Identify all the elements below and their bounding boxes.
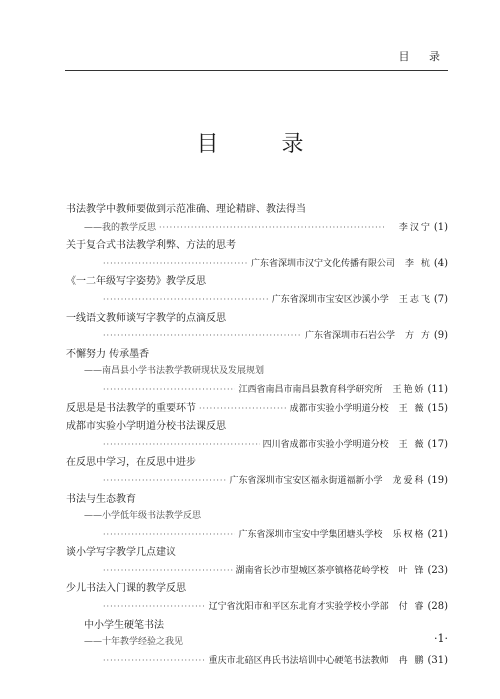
toc-entry-title-line <box>66 418 448 436</box>
toc-entry-page: (28) <box>427 601 448 613</box>
dot-leader <box>199 400 287 418</box>
toc-entry-title: 在反思中学习，在反思中进步 <box>66 457 196 469</box>
toc-entry-page: (17) <box>427 438 448 450</box>
toc-entry-title-line <box>66 454 448 472</box>
toc-entry[interactable] <box>66 454 448 490</box>
toc-entry-detail-line <box>66 526 448 545</box>
toc-entry-title-line <box>66 580 448 598</box>
toc-entry-author: 王艳娇 <box>392 384 426 395</box>
toc-entry[interactable] <box>66 617 448 671</box>
toc-entry-title-line <box>66 310 448 328</box>
toc-entry-title: 书法与生态教育 <box>66 493 136 505</box>
toc-entry-subtitle: ——小学低年级书法教学反思 <box>84 511 202 522</box>
toc-entry[interactable] <box>66 418 448 454</box>
toc-entry-title-line <box>66 400 448 419</box>
toc-entry-subtitle: ——我的教学反思 <box>84 222 157 233</box>
toc-entry-detail-line <box>66 291 448 310</box>
toc-entry-subtitle-line <box>66 634 448 652</box>
toc-entry[interactable] <box>66 201 448 237</box>
toc-entry-title-line <box>66 273 448 291</box>
running-header <box>65 48 448 71</box>
toc-entry-affiliation: 广东省深圳市汉宁文化传播有限公司 <box>250 258 395 269</box>
toc-entry-author: 李 杭 <box>404 258 432 269</box>
toc-entry-affiliation: 湖南省长沙市望城区茶亭镇格花岭学校 <box>235 565 389 576</box>
toc-entry-title-line <box>66 544 448 562</box>
dot-leader <box>103 598 206 616</box>
toc-entry[interactable] <box>66 273 448 309</box>
toc-entry-title: 书法教学中教师要做到示范准确、理论精辟、教法得当 <box>66 204 306 215</box>
toc-entry-author: 冉 鹏 <box>398 655 426 666</box>
dot-leader <box>103 327 302 345</box>
page-number: ·1· <box>434 632 448 645</box>
running-header-title: 目 录 <box>398 50 448 63</box>
toc-entry-title: 一线语文教师谈写字教学的点滴反思 <box>66 312 226 324</box>
dot-leader <box>103 652 206 670</box>
toc-entry[interactable] <box>66 544 448 580</box>
toc-entry-detail-line <box>66 219 448 238</box>
toc-entry-affiliation: 四川省成都市实验小学明道分校 <box>262 439 389 450</box>
toc-entry-affiliation: 辽宁省沈阳市和平区东北育才实验学校小学部 <box>208 602 389 613</box>
toc-entry[interactable] <box>66 237 448 273</box>
toc-entry[interactable] <box>66 400 448 419</box>
toc-entry[interactable] <box>66 491 448 545</box>
toc-entry-detail-line <box>66 381 448 400</box>
dot-leader <box>103 472 226 490</box>
toc-entry-detail-line <box>66 562 448 581</box>
toc-entry-affiliation: 广东省深圳市宝安区福永街道福新小学 <box>229 475 383 486</box>
toc-entry-author: 王 薇 <box>398 403 426 414</box>
toc-entry-title: 成都市实验小学明道分校书法课反思 <box>66 421 226 433</box>
toc-entry-detail-line <box>66 598 448 617</box>
toc-entry[interactable] <box>66 580 448 616</box>
dot-leader <box>159 219 386 237</box>
toc-entry-author: 乐权格 <box>392 529 426 540</box>
dot-leader <box>103 291 269 309</box>
toc-entry-affiliation: 重庆市北碚区冉氏书法培训中心硬笔书法教师 <box>208 655 389 666</box>
toc-entry-page: (11) <box>427 383 448 395</box>
toc-entry-title: 《一二年级写字姿势》教学反思 <box>66 276 206 288</box>
toc-entry-author: 李汉宁 <box>398 222 432 233</box>
toc-entry-author: 王 薇 <box>398 439 426 450</box>
toc-entry-affiliation: 成都市实验小学明道分校 <box>289 403 389 414</box>
toc-entry-author: 方 方 <box>404 331 432 342</box>
toc-entry-title: 中小学生硬笔书法 <box>84 619 164 631</box>
toc-entry-author: 王志飞 <box>398 294 432 305</box>
toc-entry-page: (21) <box>427 528 448 540</box>
toc-entry-affiliation: 江西省南昌市南昌县教育科学研究所 <box>238 384 383 395</box>
toc-entry-detail-line <box>66 436 448 455</box>
toc-entry-page: (31) <box>427 654 448 666</box>
dot-leader <box>103 562 233 580</box>
toc-entry-page: (19) <box>427 474 448 486</box>
toc-entry-title-line <box>66 617 448 635</box>
toc-entry-detail-line <box>66 327 448 346</box>
toc-entry-title-line <box>66 491 448 509</box>
toc-entry-page: (1) <box>433 221 448 233</box>
page-title: 目 录 <box>196 132 332 157</box>
toc-entry-title: 反思是是书法教学的重要环节 <box>66 402 196 414</box>
table-of-contents <box>66 201 448 670</box>
toc-entry-page: (15) <box>427 402 448 414</box>
toc-entry-page: (7) <box>433 293 448 305</box>
toc-entry-title-line <box>66 346 448 364</box>
dot-leader <box>103 381 235 399</box>
toc-entry-subtitle-line <box>66 363 448 381</box>
toc-entry-title: 少儿书法入门课的教学反思 <box>66 583 186 595</box>
toc-entry-affiliation: 广东省深圳市宝安中学集团塘头学校 <box>238 529 383 540</box>
toc-entry-author: 付 睿 <box>398 602 426 613</box>
dot-leader <box>103 436 260 454</box>
toc-entry-title: 不懈努力 传承墨香 <box>66 348 150 360</box>
toc-entry-affiliation: 广东省深圳市石岩公学 <box>304 331 395 342</box>
toc-entry-title-line <box>66 237 448 255</box>
toc-entry-page: (4) <box>433 257 448 269</box>
toc-entry-subtitle-line <box>66 508 448 526</box>
toc-entry[interactable] <box>66 346 448 400</box>
toc-entry-author: 龙爱科 <box>392 475 426 486</box>
dot-leader <box>103 526 235 544</box>
toc-entry-page: (9) <box>433 330 448 342</box>
toc-entry-title: 谈小学写字教学几点建议 <box>66 547 176 559</box>
toc-entry-author: 叶 锋 <box>398 565 426 576</box>
toc-entry-detail-line <box>66 255 448 274</box>
toc-entry[interactable] <box>66 310 448 346</box>
toc-entry-title: 关于复合式书法教学利弊、方法的思考 <box>66 240 236 252</box>
toc-entry-affiliation: 广东省深圳市宝安区沙溪小学 <box>271 294 389 305</box>
toc-entry-detail-line <box>66 652 448 671</box>
toc-entry-detail-line <box>66 472 448 491</box>
toc-entry-page: (23) <box>427 564 448 576</box>
dot-leader <box>103 255 248 273</box>
toc-entry-subtitle: ——十年教学经验之我见 <box>84 637 184 648</box>
toc-entry-title-line <box>66 201 448 219</box>
toc-entry-subtitle: ——南昌县小学书法教学教研现状及发展规划 <box>84 366 265 377</box>
